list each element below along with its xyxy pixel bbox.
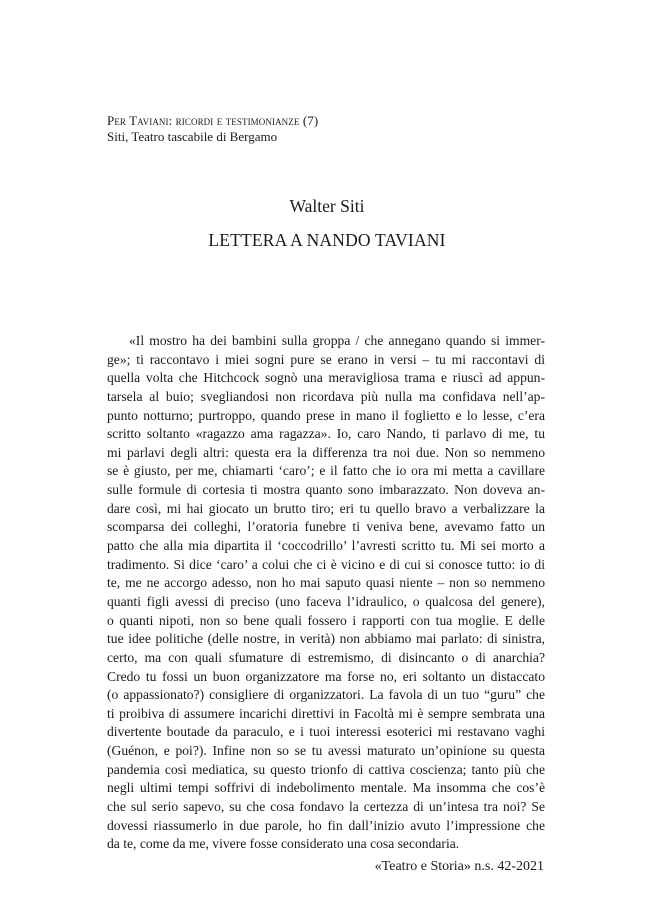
- running-header: [107, 113, 547, 145]
- series-title: Per Taviani: ricordi e testimonianze (7): [107, 113, 319, 128]
- body-line: quanti figli avessi di preciso (uno faceva l’idraulico, o qualcosa del genere),: [107, 593, 545, 609]
- body-line: che sul serio sapevo, su che cosa fondavo la certezza di un’intesa tra noi? Se: [107, 799, 545, 815]
- body-line: se è giusto, per me, chiamarti ‘caro’; e il fatto che io ora mi metta a cavillare: [107, 463, 545, 479]
- body-line: scritto soltanto «ragazzo ama ragazza». Io, caro Nando, ti parlavo di me, tu: [107, 426, 545, 442]
- body-line: ge»; ti raccontavo i miei sogni pure se erano in versi – tu mi raccontavi di: [107, 351, 545, 367]
- body-line: negli ultimi tempi soffrivi di indebolimento mentale. Ma insomma che cos’è: [107, 780, 545, 796]
- body-line: (o appassionato?) consigliere di organizzatori. La favola di un tuo “guru” che: [107, 687, 545, 703]
- article-body: [107, 332, 545, 854]
- body-line: certo, ma con quali sfumature di estremismo, di disincanto o di anarchia?: [107, 649, 545, 665]
- body-line: dovessi riassumerlo in due parole, ho fin dall’inizio avuto l’impressione che: [107, 817, 545, 833]
- body-line: te, me ne accorgo adesso, non ho mai saputo quasi niente – non so nemmeno: [107, 575, 545, 591]
- body-line: tue idee politiche (delle nostre, in verità) non abbiamo mai parlato: di sinistra,: [107, 631, 545, 647]
- body-line: sulle formule di cortesia ti mostra quanto sono imbarazzato. Non doveva an-: [107, 482, 545, 498]
- body-line: o quanti nipoti, non so bene quali fossero i rapporti con tua moglie. E delle: [107, 612, 545, 628]
- body-line: quella volta che Hitchcock sognò una meravigliosa trama e riuscì ad appun-: [107, 370, 545, 386]
- body-line: pandemia così mediatica, su questo trionfo di cattiva coscienza; tanto più che: [107, 761, 545, 777]
- body-line: (Guénon, e poi?). Infine non so se tu avessi maturato un’opinione su questa: [107, 743, 545, 759]
- body-line: scomparsa dei colleghi, l’oratoria funebre ti veniva bene, avevamo fatto un: [107, 519, 545, 535]
- body-line: Credo tu fossi un buon organizzatore ma forse no, eri soltanto un distaccato: [107, 668, 545, 684]
- body-line: mi parlavi degli altri: questa era la differenza tra noi due. Non so nemmeno: [107, 444, 545, 460]
- series-subtitle: Siti, Teatro tascabile di Bergamo: [107, 129, 278, 144]
- body-line: tradimento. Si dice ‘caro’ a colui che ci è vicino e di cui si conosce tutto: io di: [107, 556, 545, 572]
- body-line: «Il mostro ha dei bambini sulla groppa / che annegano quando si immer-: [129, 333, 545, 348]
- article-title: LETTERA A NANDO TAVIANI: [208, 230, 446, 250]
- journal-citation: «Teatro e Storia» n.s. 42-2021: [374, 859, 544, 874]
- body-line: tarsela al buio; svegliandosi non ricordava più nulla ma confidava nell’ap-: [107, 388, 545, 404]
- body-line: punto notturno; purtroppo, quando prese in mano il foglietto e lo lesse, c’era: [107, 407, 545, 423]
- body-line: patto che alla mia dipartita il ‘coccodrillo’ l’avresti scritto tu. Mi sei morto a: [107, 538, 545, 554]
- body-line: divertente boutade da paraculo, e i tuoi interessi esoterici mi restavano vaghi: [107, 724, 545, 740]
- body-line: dare così, mi hai giocato un brutto tiro; eri tu quello bravo a verbalizzare la: [107, 500, 545, 516]
- body-line: da te, come da me, vivere fosse considerato una cosa secondaria.: [107, 836, 460, 852]
- body-line: ti proibiva di assumere incarichi direttivi in Facoltà mi è sempre sembrata una: [107, 705, 545, 721]
- article-author: Walter Siti: [289, 196, 365, 216]
